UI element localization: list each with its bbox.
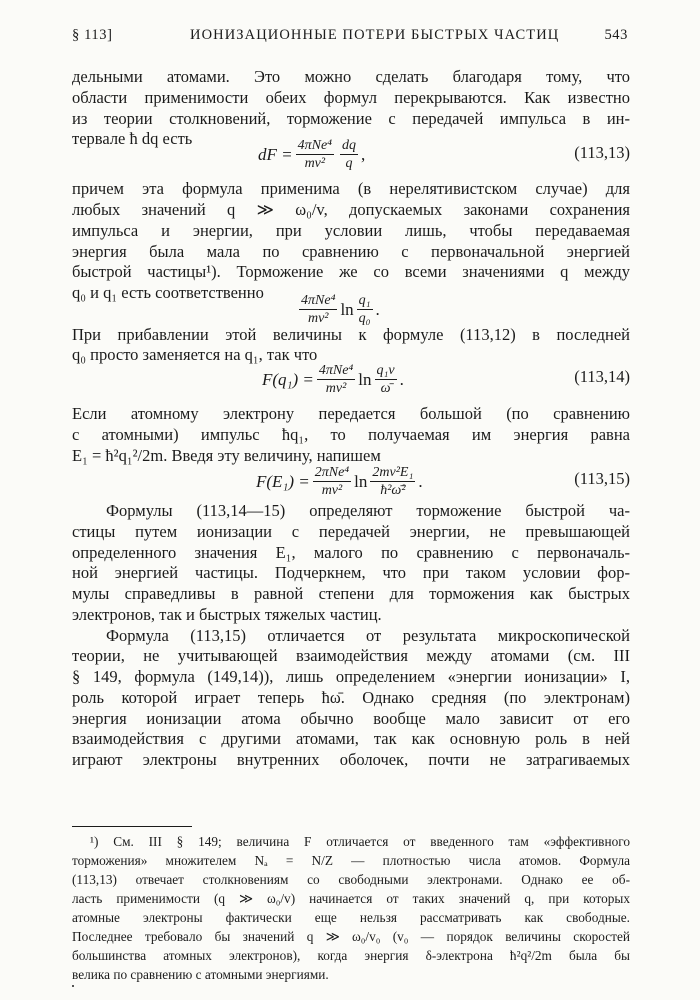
footnote-line: ¹) См. III § 149; величина F отличается от введенного там «эффективного bbox=[90, 834, 630, 849]
body-line: стицы путем ионизации с передачей энергии, не превышающей bbox=[72, 521, 630, 541]
body-line: E₁ = ħ²q₁²/2m. Введя эту величину, напишем bbox=[72, 445, 381, 465]
header-title: ИОНИЗАЦИОННЫЕ ПОТЕРИ БЫСТРЫХ ЧАСТИЦ bbox=[190, 27, 560, 43]
body-line: причем эта формула применима (в нерелятивистском случае) для bbox=[72, 179, 630, 199]
eq-fraction: $\frac{\text{4πNe⁴}}{\text{mv²}}$ bbox=[318, 363, 354, 397]
page-number: 543 bbox=[604, 27, 628, 43]
equation-number: (113,14) bbox=[574, 366, 630, 386]
body-line: мулы справедливы в равной степени для торможения как быстрых bbox=[72, 584, 630, 604]
body-line: импульса и энергии, при условии лишь, чтобы передаваемая bbox=[72, 220, 630, 240]
footnote-line: велика по сравнению с атомными энергиями. bbox=[72, 967, 329, 982]
body-line: Формула (113,15) отличается от результата микроскопической bbox=[106, 625, 630, 645]
eq-fraction: $\frac{\text{q₁}}{\text{q₀}}$ bbox=[358, 293, 371, 327]
body-line: области применимости обеих формул перекрываются. Как известно bbox=[72, 87, 630, 107]
body-line: энергия ионизации атома обычно вообще мало зависит от его bbox=[72, 708, 630, 728]
body-line: играют электроны внутренних оболочек, почти не затрагиваемых bbox=[72, 750, 630, 770]
body-line: дельными атомами. Это можно сделать благодаря тому, что bbox=[72, 67, 630, 86]
eq-fraction: $\frac{\text{2mv²E₁}}{\text{ħ²ω̄²}}$ bbox=[372, 465, 414, 499]
equation-unnumbered: $\frac{\text{4πNe⁴}}{\text{mv²}}$ ln $\frac{\text{q₁}}{\text{q₀}}$ . bbox=[301, 293, 380, 327]
eq-fraction: $\frac{dq}{q}$ bbox=[342, 138, 357, 172]
body-line: взаимодействия с другими атомами, так как основную роль в ней bbox=[72, 729, 630, 749]
eq-fraction: $\frac{\text{4πNe⁴}}{\text{mv²}}$ bbox=[297, 138, 333, 172]
footnote-line: атомные электроны фактически еще нельзя рассматривать как свободные. bbox=[72, 910, 630, 925]
equation-number: (113,15) bbox=[574, 469, 630, 489]
body-line: q₀ просто заменяется на q₁, так что bbox=[72, 345, 318, 365]
footnote-line: ласть применимости (q ≫ ω₀/v) начинается от таких значений q, при которых bbox=[72, 891, 630, 906]
body-line: Если атомному электрону передается большой (по сравнению bbox=[72, 404, 630, 424]
scan-speck bbox=[72, 985, 74, 987]
body-line: Формулы (113,14—15) определяют торможение быстрой ча- bbox=[106, 501, 630, 521]
body-line: При прибавлении этой величины к формуле (113,12) в последней bbox=[72, 324, 630, 344]
body-line: q₀ и q₁ есть соответственно bbox=[72, 283, 264, 303]
equation-113-14: F(q₁) = $\frac{\text{4πNe⁴}}{\text{mv²}}$ ln $\frac{\text{q₁v}}{\omegā}$ . bbox=[262, 363, 404, 397]
body-line: с атомными) импульс ħq₁, то получаемая им энергия равна bbox=[72, 425, 630, 445]
body-line: электронов, так и быстрых тяжелых частиц. bbox=[72, 604, 382, 624]
eq-lhs: dF = bbox=[258, 144, 293, 164]
body-line: тервале ħ dq есть bbox=[72, 129, 193, 149]
equation-number: (113,13) bbox=[574, 142, 630, 162]
body-line: быстрой частицы¹). Торможение же со всеми значениями q между bbox=[72, 262, 630, 282]
body-line: из теории столкновений, торможение с передачей импульса в ин- bbox=[72, 108, 630, 128]
eq-lhs: F(q₁) = bbox=[262, 369, 314, 389]
eq-fraction: $\frac{\text{2πNe⁴}}{\text{mv²}}$ bbox=[314, 465, 350, 499]
body-line: роль которой играет теперь ħω̄. Однако средняя (по электронам) bbox=[72, 687, 630, 707]
footnote-line: Последнее требовало бы значений q ≫ ω₀/v₀ (v₀ — порядок величины скоростей bbox=[72, 929, 630, 944]
body-line: определенного значения E₁, малого по сравнению с первоначаль- bbox=[72, 542, 630, 562]
equation-113-15: F(E₁) = $\frac{\text{2πNe⁴}}{\text{mv²}}$ ln $\frac{\text{2mv²E₁}}{\text{ħ²ω̄²}}$ . bbox=[256, 465, 423, 499]
body-line: энергия была мала по сравнению с первоначальной энергией bbox=[72, 241, 630, 261]
body-line: § 149, формула (149,14)), лишь определением «энергии ионизации» I, bbox=[72, 667, 630, 687]
footnote-line: большинства атомных электронов), когда энергия δ-электрона ħ²q²/2m была бы bbox=[72, 948, 630, 963]
equation-113-13: dF = $\frac{\text{4πNe⁴}}{\text{mv²}}$ $\frac{dq}{q}$ , bbox=[258, 138, 366, 172]
header-section: § 113] bbox=[72, 27, 113, 43]
body-line: ной энергией частицы. Подчеркнем, что при таком условии фор- bbox=[72, 563, 630, 583]
body-line: теории, не учитывающей взаимодействия между атомами (см. III bbox=[72, 646, 630, 666]
running-header bbox=[72, 27, 628, 47]
footnote-line: (113,13) отвечает столкновениям со свободными электронами. Однако ее об- bbox=[72, 872, 630, 887]
footnote-rule bbox=[72, 826, 192, 827]
eq-lhs: F(E₁) = bbox=[256, 471, 310, 491]
eq-fraction: $\frac{\text{4πNe⁴}}{\text{mv²}}$ bbox=[301, 293, 336, 327]
eq-fraction: $\frac{\text{q₁v}}{\omegā}$ bbox=[376, 363, 395, 397]
body-line: любых значений q ≫ ω₀/v, допускаемых законами сохранения bbox=[72, 200, 630, 220]
footnote-line: торможения» множителем Nₐ = N/Z — плотностью числа атомов. Формула bbox=[72, 853, 630, 868]
